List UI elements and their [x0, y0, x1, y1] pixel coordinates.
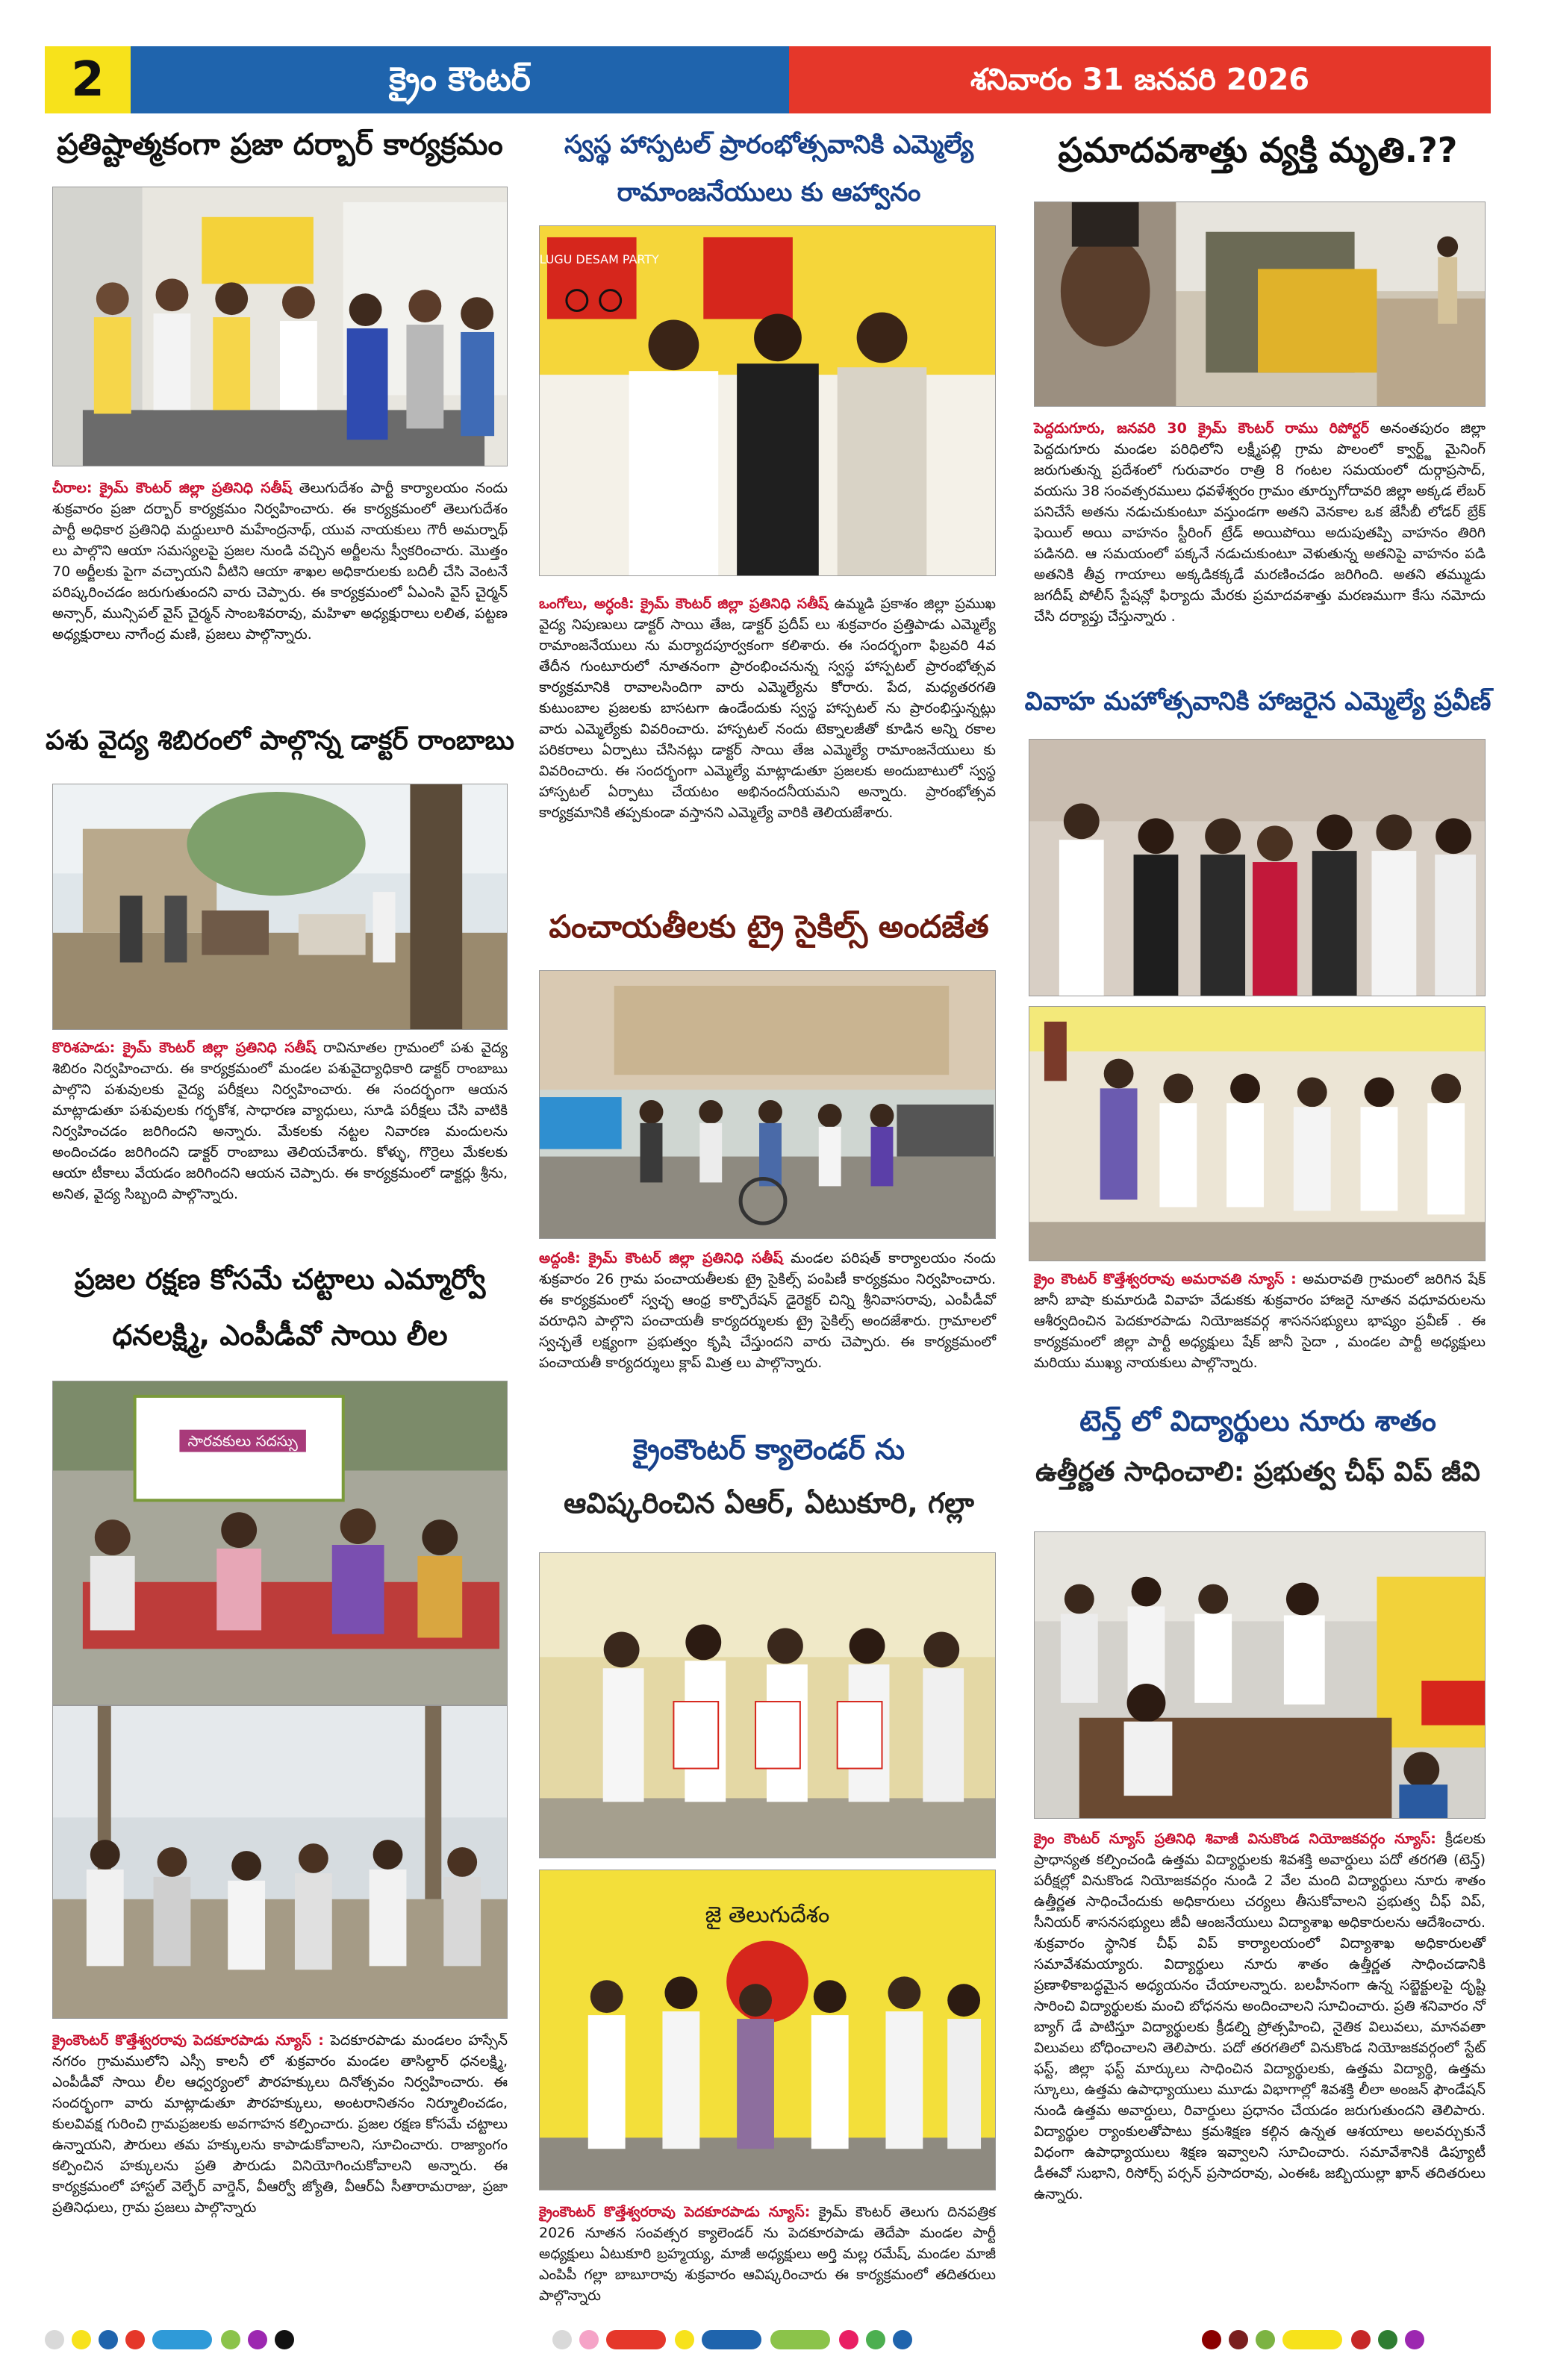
article-7-photo [1034, 202, 1486, 407]
article-8-headline: వివాహ మహోత్సవానికి హాజరైన ఎమ్మెల్యే ప్రవీణ్ [1024, 687, 1491, 716]
article-8-lead: క్రైం కౌంటర్ కొత్తేశ్వరరావు అమరావతి న్యూస్ : [1034, 1271, 1297, 1287]
article-9-lead: క్రైం కౌంటర్ న్యూస్ ప్రతినిధి శివాజీ వినుకొండ నియోజకవర్గం న్యూస్: [1034, 1831, 1436, 1847]
footer-color-mark [675, 2330, 694, 2349]
article-4-body: ఉమ్మడి ప్రకాశం జిల్లా ప్రముఖ వైద్య నిపుణులు డాక్టర్ సాయి తేజ, డాక్టర్ ప్రదీప్ లు శుక్రవారం ప్రత్తిపాడు ఎమ్మెల్యే రామాంజనేయులు ను మర్యాదపూర్వకంగా కలిశారు. ఈ సందర్భంగా ఫిబ్రవరి 4వ తేదీన గుంటూరులో నూతనంగా ప్రారంభించనున్న స్వస్థ హాస్పటల్ ప్రారంభోత్సవ కార్యక్రమానికి రావాలసిందిగా వారు ఎమ్మెల్యేను కోరారు. పేద, మధ్యతరగతి కుటుంబాల ప్రజలకు బాసటగా ఉండేందుకు స్వస్థ హాస్పటల్ ను ప్రారంభిస్తున్నట్లు వారు ఎమ్మెల్యేకు వివరించారు. హాస్పటల్ నందు టెక్నాలజీతో కూడిన అన్ని రకాల పరికరాలు ఏర్పాటు చేసినట్లు డాక్టర్ సాయి తేజ ఎమ్మెల్యే రామాంజనేయులు కు వివరించారు. ఈ సందర్భంగా ఎమ్మెల్యే మాట్లాడుతూ ప్రజలకు అందుబాటులో స్వస్థ హాస్పటల్ ఏర్పాటు చేయటం అభినందనీయమని అన్నారు. ప్రారంభోత్సవ కార్యక్రమానికి తప్పకుండా వస్తానని ఎమ్మెల్యే వారికి తెలియజేశారు. [539, 596, 996, 821]
article-6-body: క్రైమ్ కౌంటర్ తెలుగు దినపత్రిక 2026 నూతన సంవత్సర క్యాలెండర్ ను పెదకూరపాడు తెదేపా మండల పార్టీ అధ్యక్షులు ఏటుకూరి బ్రహ్మయ్య, మాజీ అధ్యక్షులు అర్తి మల్ల రమేష్, మండల మాజీ ఎంపిపీ గల్లా బాబూరావు శుక్రవారం ఆవిష్కరించారు ఈ కార్యక్రమంలో తదితరులు పాల్గొన్నారు [539, 2204, 996, 2304]
article-9-body: క్రీడలకు ప్రాధాన్యత కల్పించండి ఉత్తమ విద్యార్థులకు శివశక్తి అవార్డులు పదో తరగతి (టెన్త్) పరీక్షల్లో వినుకొండ నియోజకవర్గం నుండి 2 వేల మంది విద్యార్థులు నూరు శాతం ఉత్తీర్ణత సాధించేందుకు అధికారులు చర్యలు తీసుకోవాలని ప్రభుత్వ చీఫ్ విప్, సీనియర్ శాసనసభ్యులు జీవీ ఆంజనేయులు విద్యాశాఖ అధికారులను ఆదేశించారు. శుక్రవారం స్థానిక చీఫ్ విప్ కార్యాలయంలో విద్యాశాఖ అధికారులతో సమావేశమయ్యారు. విద్యార్థులు నూరు శాతం ఉత్తీర్ణత సాధించడానికి ప్రణాళికాబద్ధమైన అధ్యయనం చేయాలన్నారు. బలహీనంగా ఉన్న సబ్జెక్టులపై దృష్టి సారించి విద్యార్థులకు మంచి బోధనను అందించాలని సూచించారు. ప్రతి శనివారం నో బ్యాగ్ డే పాటిస్తూ విద్యార్థులకు క్రీడల్ని ప్రోత్సహించి, నైతిక విలువలు, మానవతా విలువలు బోధించాలని తెలిపారు. పదో తరగతిలో వినుకొండ నియోజకవర్గంలో స్టేట్ ఫస్ట్, జిల్లా ఫస్ట్ మార్కులు సాధించిన విద్యార్థులకు, ఉత్తమ విద్యార్థి, ఉత్తమ స్కూలు, ఉత్తమ ఉపాధ్యాయులు మూడు విభాగాల్లో శివశక్తి లీలా అంజన్ ఫౌండేషన్ నుండి ఉత్తమ అవార్డులు, రివార్డులు ప్రధానం చేయడం జరుగుతుందని తెలిపారు. విద్యార్థుల ర్యాంకులతోపాటు క్రమశిక్షణ కల్గిన ఉన్నత ఆశయాలు అలవర్చుకునే విధంగా ఉపాధ్యాయులు శిక్షణ ఇవ్వాలని సూచించారు. సమావేశానికి డిప్యూటీ డీఈవో సుభాని, రిసోర్స్ పర్సన్ ప్రసాదరావు, ఎంఈఓ జబ్బియుల్లా ఖాన్ తదితరులు ఉన్నారు. [1034, 1831, 1486, 2202]
article-6-text [539, 2202, 996, 2306]
article-4-headline-line1: స్వస్థ హాస్పటల్ ప్రారంభోత్సవానికి ఎమ్మెల్యే [564, 130, 974, 160]
paper-name: క్రైం కౌంటర్ [389, 60, 531, 99]
footer-color-mark [770, 2330, 830, 2349]
footer-color-mark [839, 2330, 858, 2349]
article-8-photo-1 [1029, 739, 1486, 996]
article-3-photo-2 [52, 1705, 508, 2019]
footer-color-mark [1202, 2330, 1221, 2349]
footer-color-mark [606, 2330, 666, 2349]
issue-date: శనివారం 31 జనవరి 2026 [970, 63, 1310, 97]
page-number: 2 [45, 46, 131, 113]
article-3-headline-line1: ప్రజల రక్షణ కోసమే చట్టాలు ఎమ్మార్వో [74, 1263, 486, 1296]
footer-color-mark [1282, 2330, 1342, 2349]
paper-name-band [131, 46, 789, 113]
footer-color-mark [125, 2330, 145, 2349]
footer-color-mark [221, 2330, 240, 2349]
article-5-body: మండల పరిషత్ కార్యాలయం నందు శుక్రవారం 26 గ్రామ పంచాయతీలకు ట్రై సైకిల్స్ పంపిణీ కార్యక్రమం నిర్వహించారు. ఈ కార్యక్రమంలో స్వచ్ఛ ఆంధ్ర కార్పొరేషన్ డైరెక్టర్ చిన్ని శ్రీనివాసరావు, ఎంపీడీవో వరూధిని పాల్గొని పంచాయతీ కార్యదర్శులకు ట్రై సైకిల్స్ అందజేశారు. గ్రామాలలో స్వచ్ఛతే లక్ష్యంగా ప్రభుత్వం కృషి చేస్తుందని వారు చెప్పారు. ఈ కార్యక్రమంలో పంచాయతీ కార్యదర్శులు క్లాప్ మిత్ర లు పాల్గొన్నారు. [539, 1250, 996, 1371]
article-2-headline: పశు వైద్య శిబిరంలో పాల్గొన్న డాక్టర్ రాంబాబు [46, 725, 514, 756]
article-8-body: అమరావతి గ్రామంలో జరిగిన షేక్ జానీ బాషా కుమారుడి వివాహ వేడుకకు శుక్రవారం హాజరై నూతన వధూవరులను ఆశీర్వదించిన పెదకూరపాడు నియోజకవర్గ శాసనసభ్యులు భాష్యం ప్రవీణ్ . ఈ కార్యక్రమంలో జిల్లా పార్టీ అధ్యక్షులు షేక్ జానీ సైదా , మండల పార్టీ అధ్యక్షులు మరియు ముఖ్య నాయకులు పాల్గొన్నారు. [1034, 1271, 1486, 1371]
article-3-banner: సారవకులు సదస్సు [187, 1432, 298, 1450]
article-3-photo-1 [52, 1381, 508, 1705]
article-7-lead: పెద్దదుగూరు, జనవరి 30 క్రైమ్ కౌంటర్ రాము రిపోర్టర్ [1034, 420, 1369, 437]
footer-color-mark [893, 2330, 912, 2349]
article-7-text [1034, 418, 1486, 627]
footer-color-mark [702, 2330, 761, 2349]
footer-color-mark [99, 2330, 118, 2349]
article-6-photo-1 [539, 1552, 996, 1858]
footer-color-strip-right [1202, 2329, 1486, 2351]
article-7-headline: ప్రమాదవశాత్తు వ్యక్తి మృతి.?? [1058, 130, 1458, 170]
footer-color-mark [275, 2330, 294, 2349]
article-2-text [52, 1037, 508, 1205]
article-2-body: రావినూతల గ్రామంలో పశు వైద్య శిబిరం నిర్వహించారు. ఈ కార్యక్రమంలో మండల పశువైద్యాధికారి డాక్టర్ రాంబాబు పాల్గొని పశువులకు వైద్య పరీక్షలు నిర్వహించారు. ఈ సందర్భంగా ఆయన మాట్లాడుతూ పశువులకు గర్భకోశ, సాధారణ వ్యాధులు, సూడి పరీక్షలు చేసి వాటికి నిర్వహించడం జరిగిందని అన్నారు. మేకలకు నట్టల నివారణ మందులను అందించడం జరిగిందని డాక్టర్ రాంబాబు తెలియచేశారు. కోళ్ళు, గొర్రెలు మేకలకు ఆయా టీకాలు వేయడం జరిగిందని ఆయన చెప్పారు. ఈ కార్యక్రమంలో డాక్టర్లు శ్రీను, అనిత, వైద్య సిబ్బంది పాల్గొన్నారు. [52, 1040, 508, 1202]
footer-color-mark [579, 2330, 599, 2349]
article-6-headline-line1: క్రైంకౌంటర్ క్యాలెండర్ ను [632, 1433, 905, 1466]
article-6-lead: క్రైంకౌంటర్ కొత్తేశ్వరరావు పెదకూరపాడు న్యూస్: [539, 2204, 811, 2220]
date-band [789, 46, 1491, 113]
footer-color-mark [1405, 2330, 1424, 2349]
article-8-photo-2 [1029, 1006, 1486, 1261]
article-6-photo-2 [539, 1870, 996, 2190]
footer-color-mark [1351, 2330, 1371, 2349]
article-4-lead: ఒంగోలు, అర్ధంకి: క్రైమ్ కౌంటర్ జిల్లా ప్రతినిధి సతీష్ [539, 596, 829, 612]
article-5-lead: అద్దంకి: క్రైమ్ కౌంటర్ జిల్లా ప్రతినిధి సతీష్ [539, 1250, 783, 1266]
article-5-headline: పంచాయతీలకు ట్రై సైకిల్స్ అందజేత [549, 908, 989, 945]
footer-color-mark [45, 2330, 64, 2349]
article-4-headline-line2: రామాంజనేయులు కు ఆహ్వానం [617, 178, 921, 207]
article-9-headline-line2: ఉత్తీర్ణత సాధించాలి: ప్రభుత్వ చీఫ్ విప్ జీవి [1035, 1457, 1480, 1487]
footer-color-mark [552, 2330, 572, 2349]
article-5-photo [539, 970, 996, 1239]
article-5-text [539, 1248, 996, 1373]
article-4-banner: TELUGU DESAM PARTY [524, 252, 659, 266]
article-2-lead: కొరిశపాడు: క్రైమ్ కౌంటర్ జిల్లా ప్రతినిధి సతీష్ [52, 1040, 317, 1056]
article-9-headline-line1: టెన్త్ లో విద్యార్థులు నూరు శాతం [1079, 1405, 1436, 1437]
article-8-text [1034, 1269, 1486, 1373]
article-1-lead: చీరాల: క్రైమ్ కౌంటర్ జిల్లా ప్రతినిధి సతీష్ [52, 480, 293, 496]
article-1-photo [52, 187, 508, 466]
article-6-banner: జై తెలుగుదేశం [705, 1902, 830, 1928]
footer-color-mark [1256, 2330, 1275, 2349]
article-3-text [52, 2030, 508, 2218]
article-3-body: పెదకూరపాడు మండలం హస్సేన్ నగరం గ్రామములోని ఎస్సీ కాలనీ లో శుక్రవారం మండల తాసిల్దార్ ధనలక్ష్మి, ఎంపీడీవో సాయి లీల ఆధ్వర్యంలో పౌరహక్కులు దినోత్సవం నిర్వహించారు. ఈ సందర్భంగా వారు మాట్లాడుతూ పౌరహక్కులు, అంటరానితనం నిర్మూలించడం, కులవివక్ష గురించి గ్రామప్రజలకు అవగాహన కల్పించారు. ప్రజల రక్షణ కోసమే చట్టాలు ఉన్నాయని, పౌరులు తమ హక్కులను కాపాడుకోవాలని, సూచించారు. రాజ్యాంగం కల్పించిన హక్కులను ప్రతి పౌరుడు వినియోగించుకోవాలని అన్నారు. ఈ కార్యక్రమంలో హాస్టల్ వెల్ఫేర్ వార్డెన్, వీఆర్వో జ్యోతి, వీఆర్ఏ సీతారామరాజు, ప్రజా ప్రతినిధులు, గ్రామ ప్రజలు పాల్గొన్నారు [52, 2032, 508, 2216]
article-2-photo [52, 784, 508, 1030]
article-1-body: తెలుగుదేశం పార్టీ కార్యాలయం నందు శుక్రవారం ప్రజా దర్బార్ కార్యక్రమం నిర్వహించారు. ఈ కార్యక్రమంలో తెలుగుదేశం పార్టీ అధికార ప్రతినిధి మద్దులూరి మహేంద్రనాథ్, యువ నాయకులు గౌరీ అమర్నాథ్ లు పాల్గొని ఆయా సమస్యలపై ప్రజల నుండి వచ్చిన అర్జీలను స్వీకరించారు. మొత్తం 70 అర్జీలకు పైగా వచ్చాయని వీటిని ఆయా శాఖల అధికారులకు బదిలీ చేసి వెంటనే పరిష్కరించడం జరుగుతుందని వారు చెప్పారు. ఈ కార్యక్రమంలో ఏఎంసి వైస్ చైర్మన్ అన్సార్, మున్సిపల్ వైస్ చైర్మన్ సాంబశివరావు, మహిళా అధ్యక్షురాలు లలిత, పట్టణ అధ్యక్షురాలు నాగేంద్ర మణి, ప్రజలు పాల్గొన్నారు. [52, 480, 508, 643]
article-4-photo [524, 225, 996, 576]
footer-color-mark [72, 2330, 91, 2349]
article-3-headline-line2: ధనలక్ష్మి, ఎంపీడీవో సాయి లీల [112, 1319, 448, 1352]
article-4-text [539, 593, 996, 823]
article-9-photo [1034, 1531, 1486, 1819]
article-6-headline-line2: ఆవిష్కరించిన ఏఆర్, ఏటుకూరి, గల్లా [564, 1487, 974, 1519]
footer-color-mark [866, 2330, 885, 2349]
article-7-body: అనంతపురం జిల్లా పెద్దదుగూరు మండల పరిధిలోని లక్ష్మీపల్లి గ్రామ పొలంలో క్వార్ట్జ్ మైనింగ్ జరుగుతున్న ప్రదేశంలో గురువారం రాత్రి 8 గంటల సమయంలో దుర్గాప్రసాద్, వయసు 38 సంవత్సరములు ధవళేశ్వరం గ్రామం తూర్పుగోదావరి జిల్లా అక్కడ లేబర్ పనిచేసే అతను నడుచుకుంటూ వస్తుండగా అతని వెనకాల ఒక జేసీబీ లోడర్ బ్రేక్ ఫెయిల్ అయి వాహనం స్టీరింగ్ ట్రేడ్ అయిపోయి అదుపుతప్పి వాహనం తిరిగి పడినది. ఆ సమయంలో పక్కనే నడుచుకుంటూ వెళుతున్న అతనిపై వాహనం పడి అతనికి తీవ్ర గాయాలు అక్కడికక్కడే మరణించడం జరిగింది. అతని తమ్ముడు జగదీష్ పోలీస్ స్టేషన్లో ఫిర్యాదు మేరకు ప్రమాదవశాత్తు మరణముగా కేసు నమోదు చేసి దర్యాప్తు చేస్తున్నారు . [1034, 420, 1486, 625]
footer-color-strip-middle [552, 2329, 970, 2351]
article-3-lead: క్రైంకౌంటర్ కొత్తేశ్వరరావు పెదకూరపాడు న్యూస్ : [52, 2032, 324, 2049]
footer-color-strip-left [45, 2329, 328, 2351]
footer-color-mark [248, 2330, 267, 2349]
footer-color-mark [1229, 2330, 1248, 2349]
article-1-text [52, 478, 508, 645]
article-9-text [1034, 1828, 1486, 2205]
footer-color-mark [1378, 2330, 1397, 2349]
article-1-headline: ప్రతిష్టాత్మకంగా ప్రజా దర్బార్ కార్యక్రమం [57, 128, 503, 162]
footer-color-mark [152, 2330, 212, 2349]
